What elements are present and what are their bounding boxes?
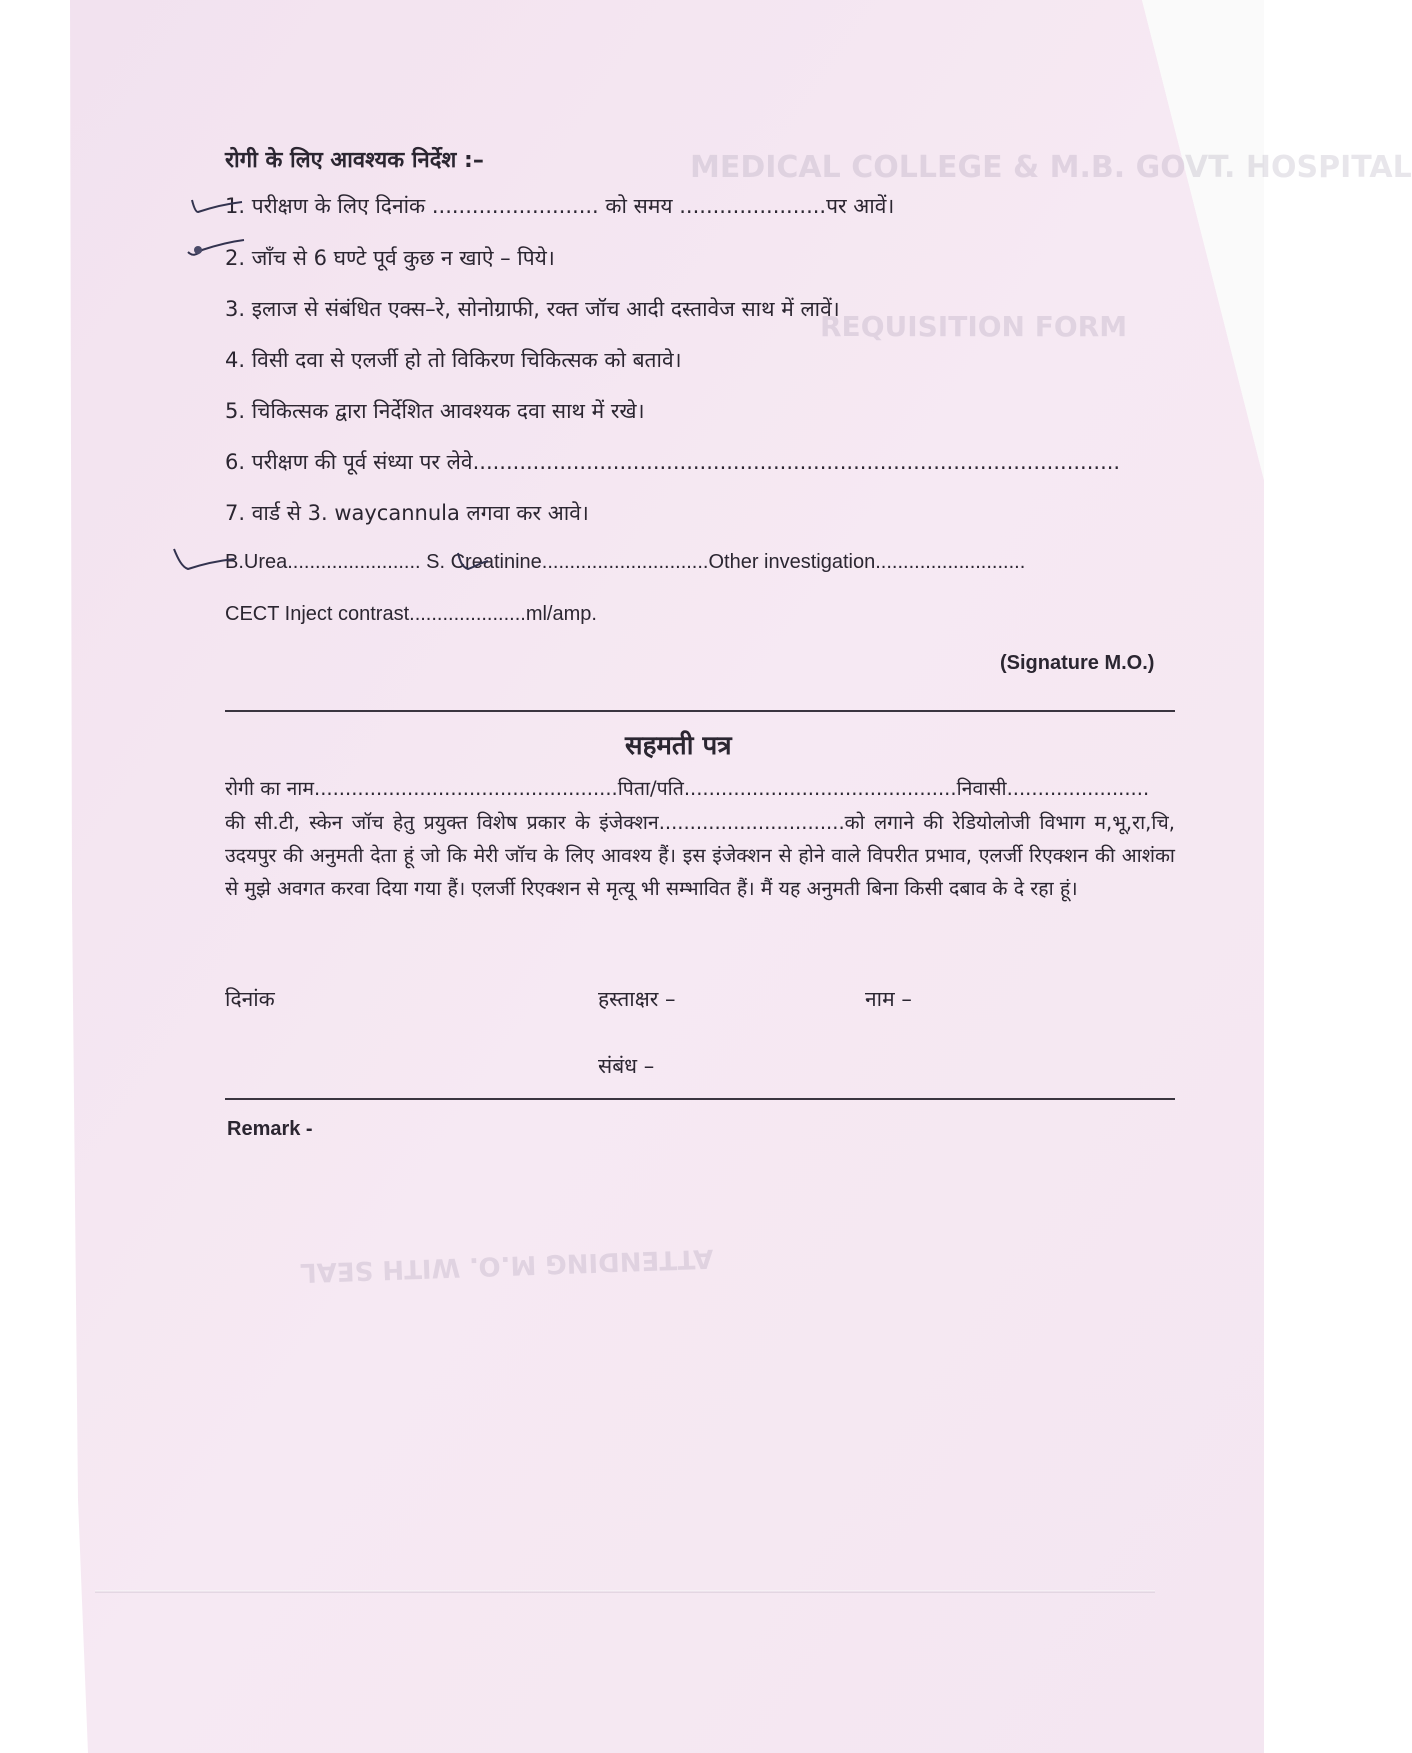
bleed-through-text: ATTENDING M.O. WITH SEAL xyxy=(299,1242,714,1288)
consent-date-label: दिनांक xyxy=(225,987,275,1011)
investigations-line: B.Urea........................ S. Creatinine..............................Other investigation........................... xyxy=(225,551,1026,573)
instruction-item-5: 5. चिकित्सक द्वारा निर्देशित आवश्यक दवा साथ में रखे। xyxy=(225,399,645,423)
paper-fold-line xyxy=(95,1590,1155,1593)
instruction-item-2: 2. जाँच से 6 घण्टे पूर्व कुछ न खाऐ – पिये। xyxy=(225,246,555,270)
bleed-through-text: MEDICAL COLLEGE & M.B. GOVT. HOSPITAL xyxy=(690,150,1412,185)
signature-mo: (Signature M.O.) xyxy=(1000,652,1155,674)
consent-name-label: नाम – xyxy=(865,987,912,1011)
remark-label: Remark - xyxy=(227,1118,313,1140)
instruction-item-4: 4. विसी दवा से एलर्जी हो तो विकिरण चिकित्सक को बतावे। xyxy=(225,348,682,372)
contrast-line: CECT Inject contrast.....................ml/amp. xyxy=(225,603,597,625)
instruction-item-3: 3. इलाज से संबंधित एक्स–रे, सोनोग्राफी, रक्त जॉच आदी दस्तावेज साथ में लावें। xyxy=(225,297,840,321)
bleed-through-text: REQUISITION FORM xyxy=(820,310,1128,343)
instructions-heading: रोगी के लिए आवश्यक निर्देश :– xyxy=(225,148,484,173)
consent-name-line: रोगी का नाम.................................................पिता/पति............................................निवासी....................... xyxy=(225,777,1150,800)
consent-title: सहमती पत्र xyxy=(625,731,732,761)
remark-divider xyxy=(225,1098,1175,1100)
consent-relation-label: संबंध – xyxy=(598,1054,655,1078)
pen-tick-marks-investigations xyxy=(170,545,490,585)
consent-body: की सी.टी, स्केन जॉच हेतु प्रयुक्त विशेष प्रकार के इंजेक्शन..............................को लगाने की रेडियोलोजी विभाग म,भू,रा,चि, उदयपुर की अनुमती देता हूं जो कि मेरी जॉच के लिए आवश्य हैं। इस इंजेक्शन से होने वाले विपरीत प्रभाव, एलर्जी रिएक्शन की आशंका से मुझे अवगत करवा दिया गया हैं। एलर्जी रिएक्शन से मृत्यू भी सम्भावित हैं। मैं यह अनुमती बिना किसी दबाव के दे रहा हूं। xyxy=(225,811,1175,900)
section-divider xyxy=(225,710,1175,712)
instruction-item-7: 7. वार्ड से 3. waycannula लगवा कर आवे। xyxy=(225,501,589,525)
instruction-item-6: 6. परीक्षण की पूर्व संध्या पर लेवे................................................................................................. xyxy=(225,450,1121,474)
pen-tick-marks xyxy=(180,190,250,270)
instruction-item-1: 1. परीक्षण के लिए दिनांक ......................... को समय ......................पर आवें। xyxy=(225,194,895,218)
consent-signature-label: हस्ताक्षर – xyxy=(598,987,676,1011)
